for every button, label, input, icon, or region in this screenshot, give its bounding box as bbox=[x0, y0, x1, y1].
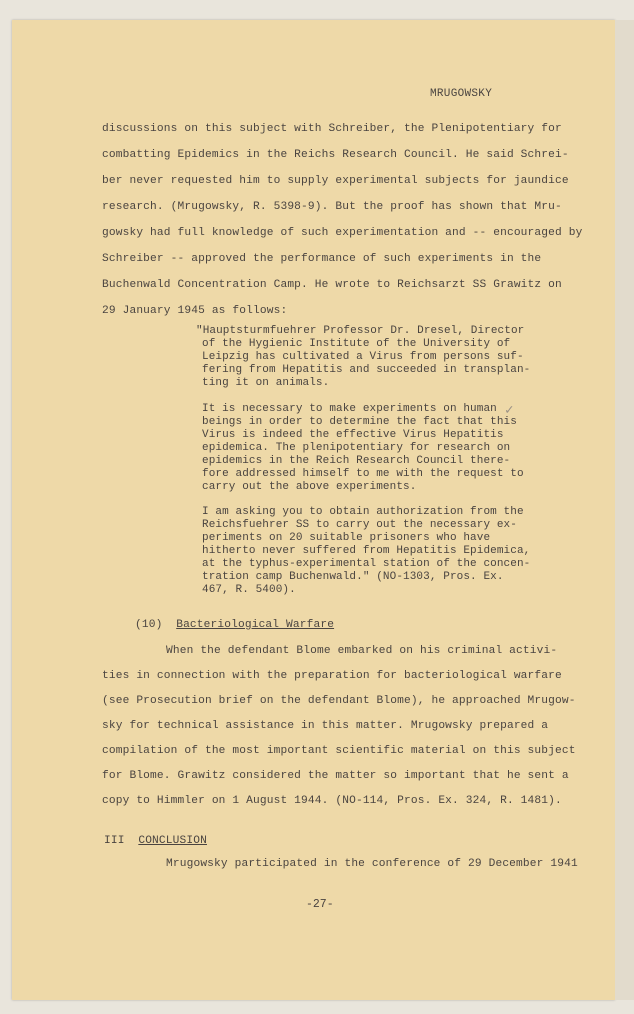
quote-line: tration camp Buchenwald." (NO-1303, Pros. Ex. bbox=[202, 571, 504, 583]
check-mark-icon: ✓ bbox=[505, 403, 514, 419]
body-line: copy to Himmler on 1 August 1944. (NO-114, Pros. Ex. 324, R. 1481). bbox=[102, 795, 562, 807]
quote-line: Virus is indeed the effective Virus Hepatitis bbox=[202, 429, 504, 441]
body-line: Buchenwald Concentration Camp. He wrote to Reichsarzt SS Grawitz on bbox=[102, 279, 562, 291]
body-line: Schreiber -- approved the performance of such experiments in the bbox=[102, 253, 542, 265]
section-title: Bacteriological Warfare bbox=[176, 619, 335, 631]
page-number: -27- bbox=[306, 898, 334, 911]
quote-line: I am asking you to obtain authorization from the bbox=[202, 506, 524, 518]
quote-line: of the Hygienic Institute of the University of bbox=[202, 338, 511, 350]
quote-line: periments on 20 suitable prisoners who have bbox=[202, 532, 491, 544]
quote-line: hitherto never suffered from Hepatitis Epidemica, bbox=[202, 545, 531, 557]
quote-line: It is necessary to make experiments on human bbox=[202, 403, 497, 415]
section-heading bbox=[104, 835, 207, 847]
body-line: compilation of the most important scientific material on this subject bbox=[102, 745, 576, 757]
section-title: CONCLUSION bbox=[138, 835, 207, 847]
body-line: combatting Epidemics in the Reichs Research Council. He said Schrei- bbox=[102, 149, 569, 161]
body-line: research. (Mrugowsky, R. 5398-9). But the proof has shown that Mru- bbox=[102, 201, 562, 213]
quote-line: beings in order to determine the fact that this bbox=[202, 416, 517, 428]
quote-line: epidemics in the Reich Research Council there- bbox=[202, 455, 511, 467]
section-number: III bbox=[104, 835, 125, 847]
body-line: ties in connection with the preparation for bacteriological warfare bbox=[102, 670, 562, 682]
page-header: MRUGOWSKY bbox=[430, 88, 493, 100]
section-number: (10) bbox=[135, 619, 163, 631]
quote-line: carry out the above experiments. bbox=[202, 481, 417, 493]
body-line: for Blome. Grawitz considered the matter so important that he sent a bbox=[102, 770, 569, 782]
body-line: 29 January 1945 as follows: bbox=[102, 305, 288, 317]
quote-line: fering from Hepatitis and succeeded in transplan- bbox=[202, 364, 531, 376]
body-line: gowsky had full knowledge of such experimentation and -- encouraged by bbox=[102, 227, 583, 239]
body-line: (see Prosecution brief on the defendant Blome), he approached Mrugow- bbox=[102, 695, 576, 707]
body-line: Mrugowsky participated in the conference of 29 December 1941 bbox=[166, 858, 578, 870]
quote-line: Reichsfuehrer SS to carry out the necessary ex- bbox=[202, 519, 517, 531]
quote-line: Leipzig has cultivated a Virus from persons suf- bbox=[202, 351, 524, 363]
body-line: ber never requested him to supply experimental subjects for jaundice bbox=[102, 175, 569, 187]
quote-line: ting it on animals. bbox=[202, 377, 330, 389]
quote-line: "Hauptsturmfuehrer Professor Dr. Dresel, Director bbox=[196, 325, 525, 337]
body-line: discussions on this subject with Schreiber, the Plenipotentiary for bbox=[102, 123, 562, 135]
quote-line: fore addressed himself to me with the request to bbox=[202, 468, 524, 480]
body-line: When the defendant Blome embarked on his criminal activi- bbox=[166, 645, 558, 657]
body-line: sky for technical assistance in this matter. Mrugowsky prepared a bbox=[102, 720, 549, 732]
section-heading bbox=[135, 619, 334, 631]
quote-line: at the typhus-experimental station of the concen- bbox=[202, 558, 531, 570]
quote-line: epidemica. The plenipotentiary for research on bbox=[202, 442, 511, 454]
scan-margin bbox=[615, 20, 634, 1000]
quote-line: 467, R. 5400). bbox=[202, 584, 296, 596]
